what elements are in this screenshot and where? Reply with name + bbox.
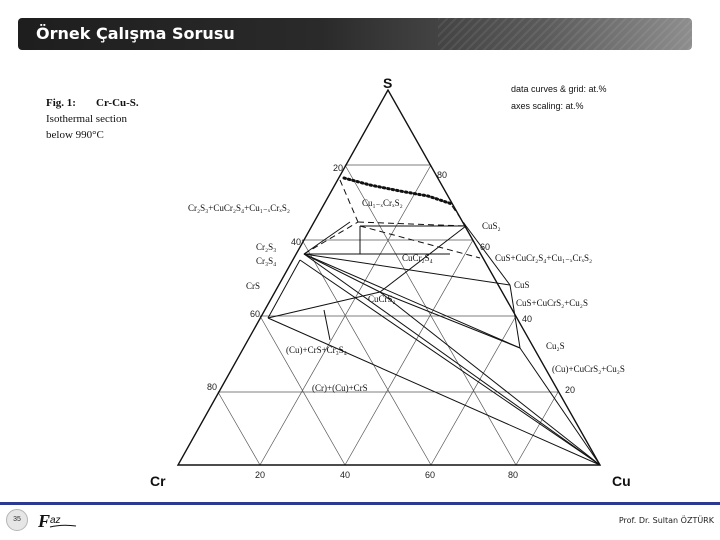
phase-label: (Cr)+(Cu)+CrS [312, 383, 368, 393]
note-axes-scaling: axes scaling: at.% [511, 101, 584, 111]
caption-isothermal: Isothermal section [46, 113, 127, 125]
phase-label: CuS+CuCrS₂+Cu₂S [516, 298, 588, 308]
vertex-label-cu: Cu [612, 473, 631, 489]
caption-system: Cr-Cu-S. [96, 97, 139, 109]
tick-right-80: 80 [437, 170, 448, 180]
tick-base-80: 80 [508, 470, 519, 480]
caption-temperature: below 990°C [46, 129, 104, 141]
tick-left-60: 60 [250, 309, 261, 319]
phase-label: CuCrS₂ [368, 294, 396, 304]
phase-labels [188, 198, 625, 393]
phase-label: CuCr₂S₄ [402, 253, 433, 263]
caption-fig-label: Fig. 1: [46, 97, 76, 109]
faz-logo [36, 510, 80, 532]
phase-label: Cr₃S₄ [256, 256, 277, 266]
page-number: 35 [6, 509, 28, 531]
phase-label: Cr₂S₃ [256, 242, 277, 252]
tick-right-60: 60 [480, 242, 491, 252]
phase-label: CuS₂ [482, 221, 501, 231]
tick-left-40: 40 [291, 237, 302, 247]
phase-label: CrS [246, 281, 261, 291]
tick-base-40: 40 [340, 470, 351, 480]
phase-label: CuS+CuCr₂S₄+Cu₁₋ₓCrₓS₂ [495, 253, 593, 263]
note-data-curves: data curves & grid: at.% [511, 84, 607, 94]
phase-label: Cu₂S [546, 341, 565, 351]
svg-text:az: az [50, 515, 61, 526]
tick-base-20: 20 [255, 470, 266, 480]
phase-label: (Cu)+CuCrS₂+Cu₂S [552, 364, 625, 374]
tick-left-20: 20 [333, 163, 344, 173]
author-credit: Prof. Dr. Sultan ÖZTÜRK [618, 516, 714, 525]
tick-left-80: 80 [207, 382, 218, 392]
phase-label: CuS [514, 280, 530, 290]
triangle-frame [178, 90, 600, 465]
svg-text:F: F [38, 511, 51, 531]
slide-title: Örnek Çalışma Sorusu [36, 24, 235, 43]
footer-divider [0, 502, 720, 505]
phase-label: Cr₂S₃+CuCr₂S₄+Cu₁₋ₓCrₓS₂ [188, 203, 290, 213]
phase-label: Cu₁₋ₓCrₓS₂ [362, 198, 403, 208]
phase-label: (Cu)+CrS+Cr₃S₄ [286, 345, 347, 355]
tick-right-40: 40 [522, 314, 533, 324]
vertex-label-s: S [383, 75, 393, 91]
vertex-label-cr: Cr [150, 473, 166, 489]
tick-base-60: 60 [425, 470, 436, 480]
tick-right-20: 20 [565, 385, 576, 395]
